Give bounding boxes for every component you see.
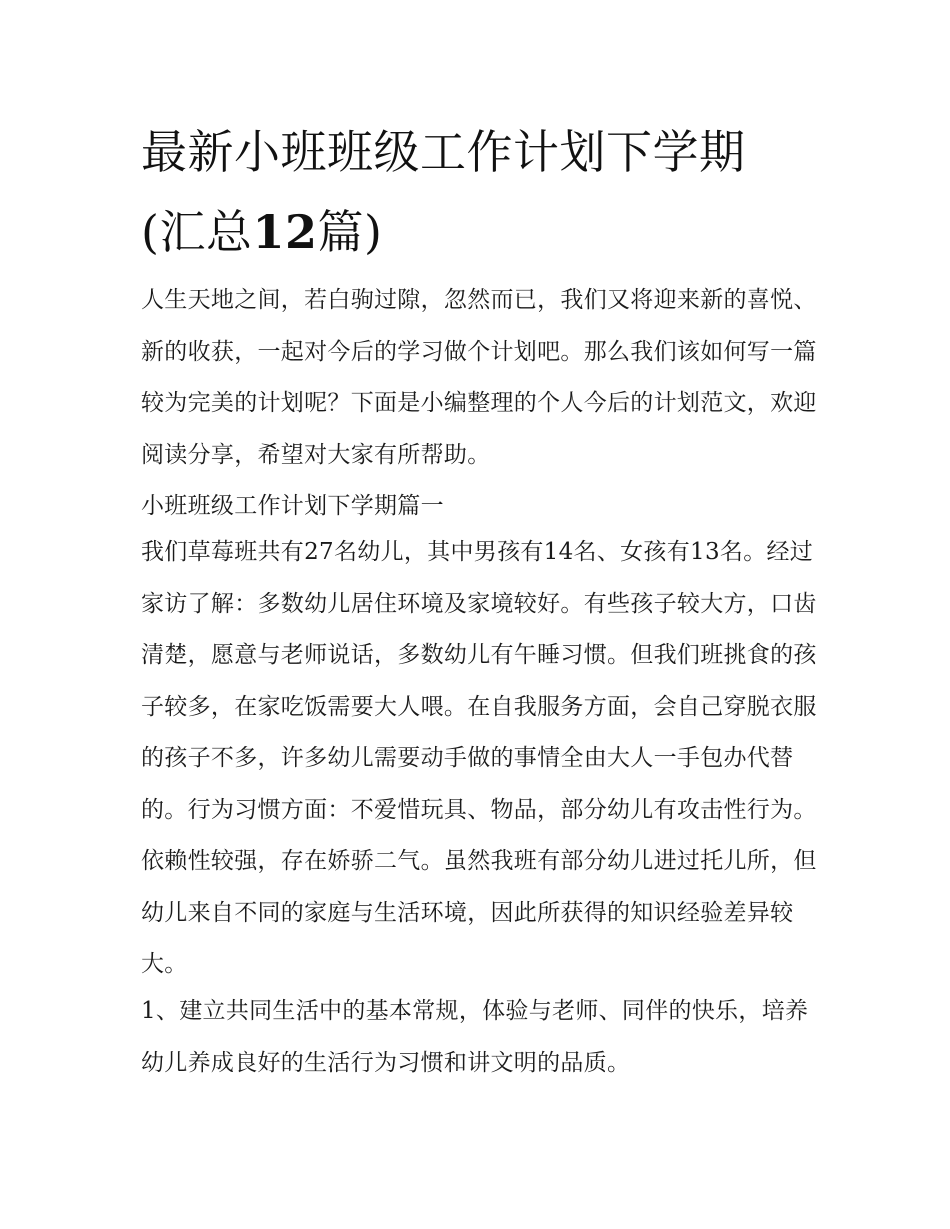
intro-paragraph: 人生天地之间，若白驹过隙，忽然而已，我们又将迎来新的喜悦、新的收获，一起对今后的学习做个计划吧。那么我们该如何写一篇较为完美的计划呢？下面是小编整理的个人今后的计划范文，欢迎阅读分享，希望对大家有所帮助。: [141, 287, 817, 468]
title-line-1: 最新小班班级工作计划下学期: [141, 125, 746, 179]
section-heading: 小班班级工作计划下学期篇一: [141, 493, 444, 519]
section-paragraph: 我们草莓班共有27名幼儿，其中男孩有14名、女孩有13名。经过家访了解：多数幼儿居住环境及家境较好。有些孩子较大方，口齿清楚，愿意与老师说话，多数幼儿有午睡习惯。但我们班挑食的孩子较多，在家吃饭需要大人喂。在自我服务方面，会自己穿脱衣服的孩子不多，许多幼儿需要动手做的事情全由大人一手包办代替的。行为习惯方面：不爱惜玩具、物品，部分幼儿有攻击性行为。依赖性较强，存在娇骄二气。虽然我班有部分幼儿进过托儿所，但幼儿来自不同的家庭与生活环境，因此所获得的知识经验差异较大。: [141, 539, 817, 977]
title-number: 12: [252, 205, 318, 259]
title-close: 篇): [317, 205, 383, 259]
title-open: (汇总: [141, 205, 253, 259]
document-title: [141, 112, 821, 272]
list-item: 1、建立共同生活中的基本常规，体验与老师、同伴的快乐，培养幼儿养成良好的生活行为习惯和讲文明的品质。: [141, 998, 809, 1076]
